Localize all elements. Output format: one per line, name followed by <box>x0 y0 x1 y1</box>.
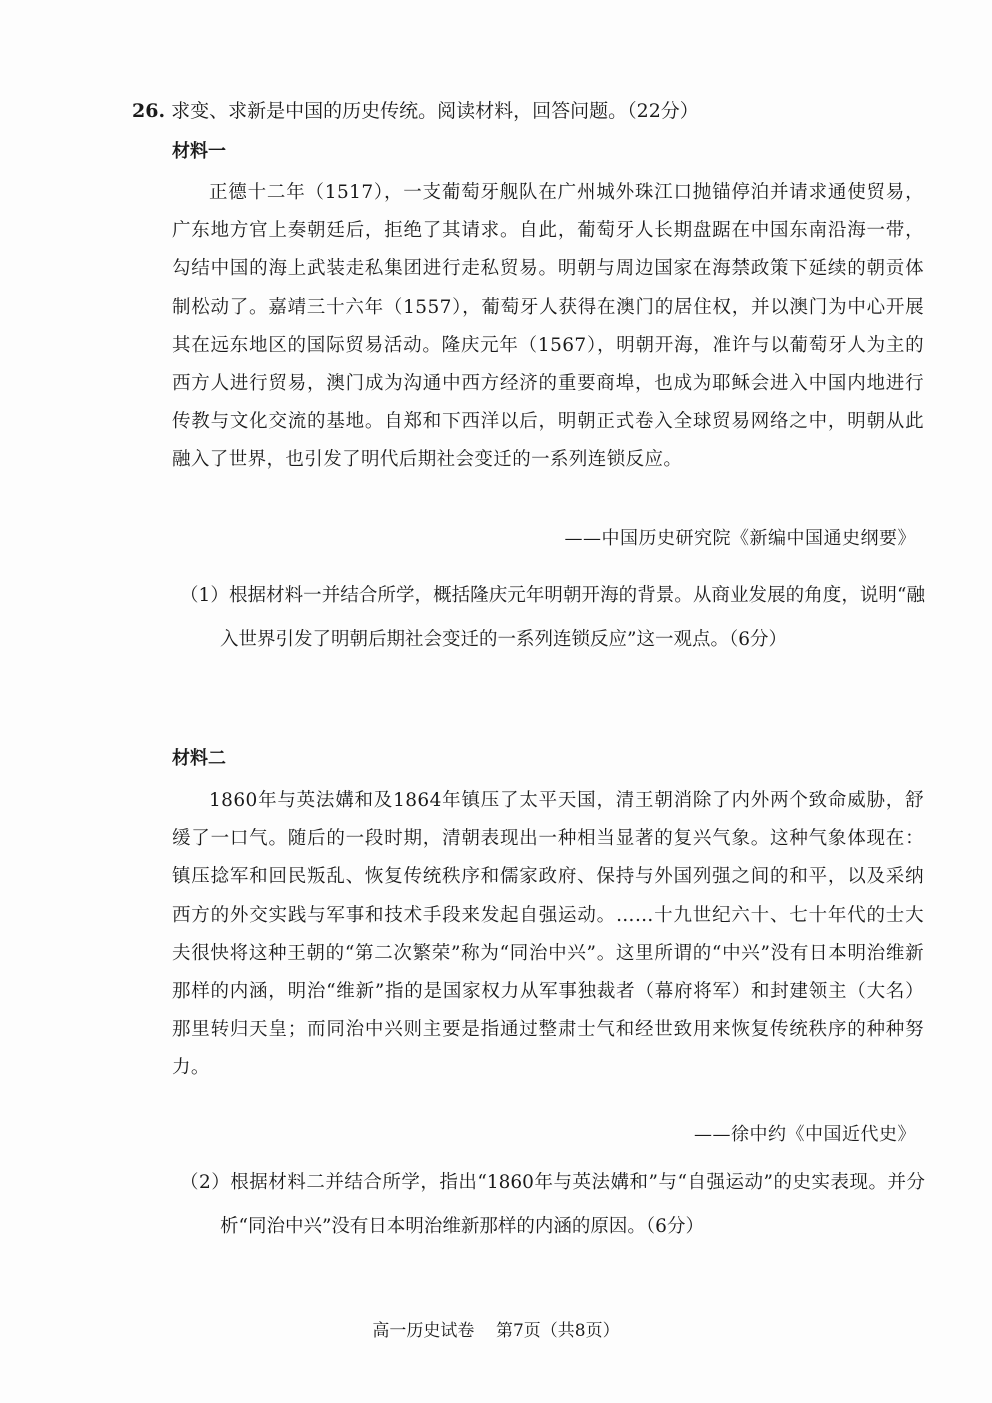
material-2-title: 材料二 <box>172 748 226 769</box>
sub-question-1: （1）根据材料一并结合所学，概括隆庆元年明朝开海的背景。从商业发展的角度，说明“融入世界引发了明朝后期社会变迁的一系列连锁反应”这一观点。（6分） <box>180 585 925 650</box>
material-1-title: 材料一 <box>172 141 226 162</box>
material-1-source: ——中国历史研究院《新编中国通史纲要》 <box>564 528 916 549</box>
page-footer: 高一历史试卷 第7页（共8页） <box>372 1321 620 1341</box>
question-number: 26. <box>132 100 166 122</box>
question-text: 求变、求新是中国的历史传统。阅读材料，回答问题。（22分） <box>171 100 699 122</box>
question-header <box>132 96 932 126</box>
sub-question-2: （2）根据材料二并结合所学，指出“1860年与英法媾和”与“自强运动”的史实表现。并分析“同治中兴”没有日本明治维新那样的内涵的原因。（6分） <box>180 1172 925 1237</box>
material-2-body: 1860年与英法媾和及1864年镇压了太平天国，清王朝消除了内外两个致命威胁，舒缓了一口气。随后的一段时期，清朝表现出一种相当显著的复兴气象。这种气象体现在：镇压捻军和回民叛乱、恢复传统秩序和儒家政府、保持与外国列强之间的和平，以及采纳西方的外交实践与军事和技术手段来发起自强运动。……十九世纪六十、七十年代的士大夫很快将这种王朝的“第二次繁荣”称为“同治中兴”。这里所谓的“中兴”没有日本明治维新那样的内涵，明治“维新”指的是国家权力从军事独裁者（幕府将军）和封建领主（大名）那里转归天皇；而同治中兴则主要是指通过整肃士气和经世致用来恢复传统秩序的种种努力。 <box>172 790 924 1079</box>
material-1-body: 正德十二年（1517），一支葡萄牙舰队在广州城外珠江口抛锚停泊并请求通使贸易，广东地方官上奏朝廷后，拒绝了其请求。自此，葡萄牙人长期盘踞在中国东南沿海一带，勾结中国的海上武装走私集团进行走私贸易。明朝与周边国家在海禁政策下延续的朝贡体制松动了。嘉靖三十六年（1557），葡萄牙人获得在澳门的居住权，并以澳门为中心开展其在远东地区的国际贸易活动。隆庆元年（1567），明朝开海，准许与以葡萄牙人为主的西方人进行贸易，澳门成为沟通中西方经济的重要商埠，也成为耶稣会进入中国内地进行传教与文化交流的基地。自郑和下西洋以后，明朝正式卷入全球贸易网络之中，明朝从此融入了世界，也引发了明代后期社会变迁的一系列连锁反应。 <box>172 182 924 471</box>
material-2-source: ——徐中约《中国近代史》 <box>694 1124 916 1145</box>
